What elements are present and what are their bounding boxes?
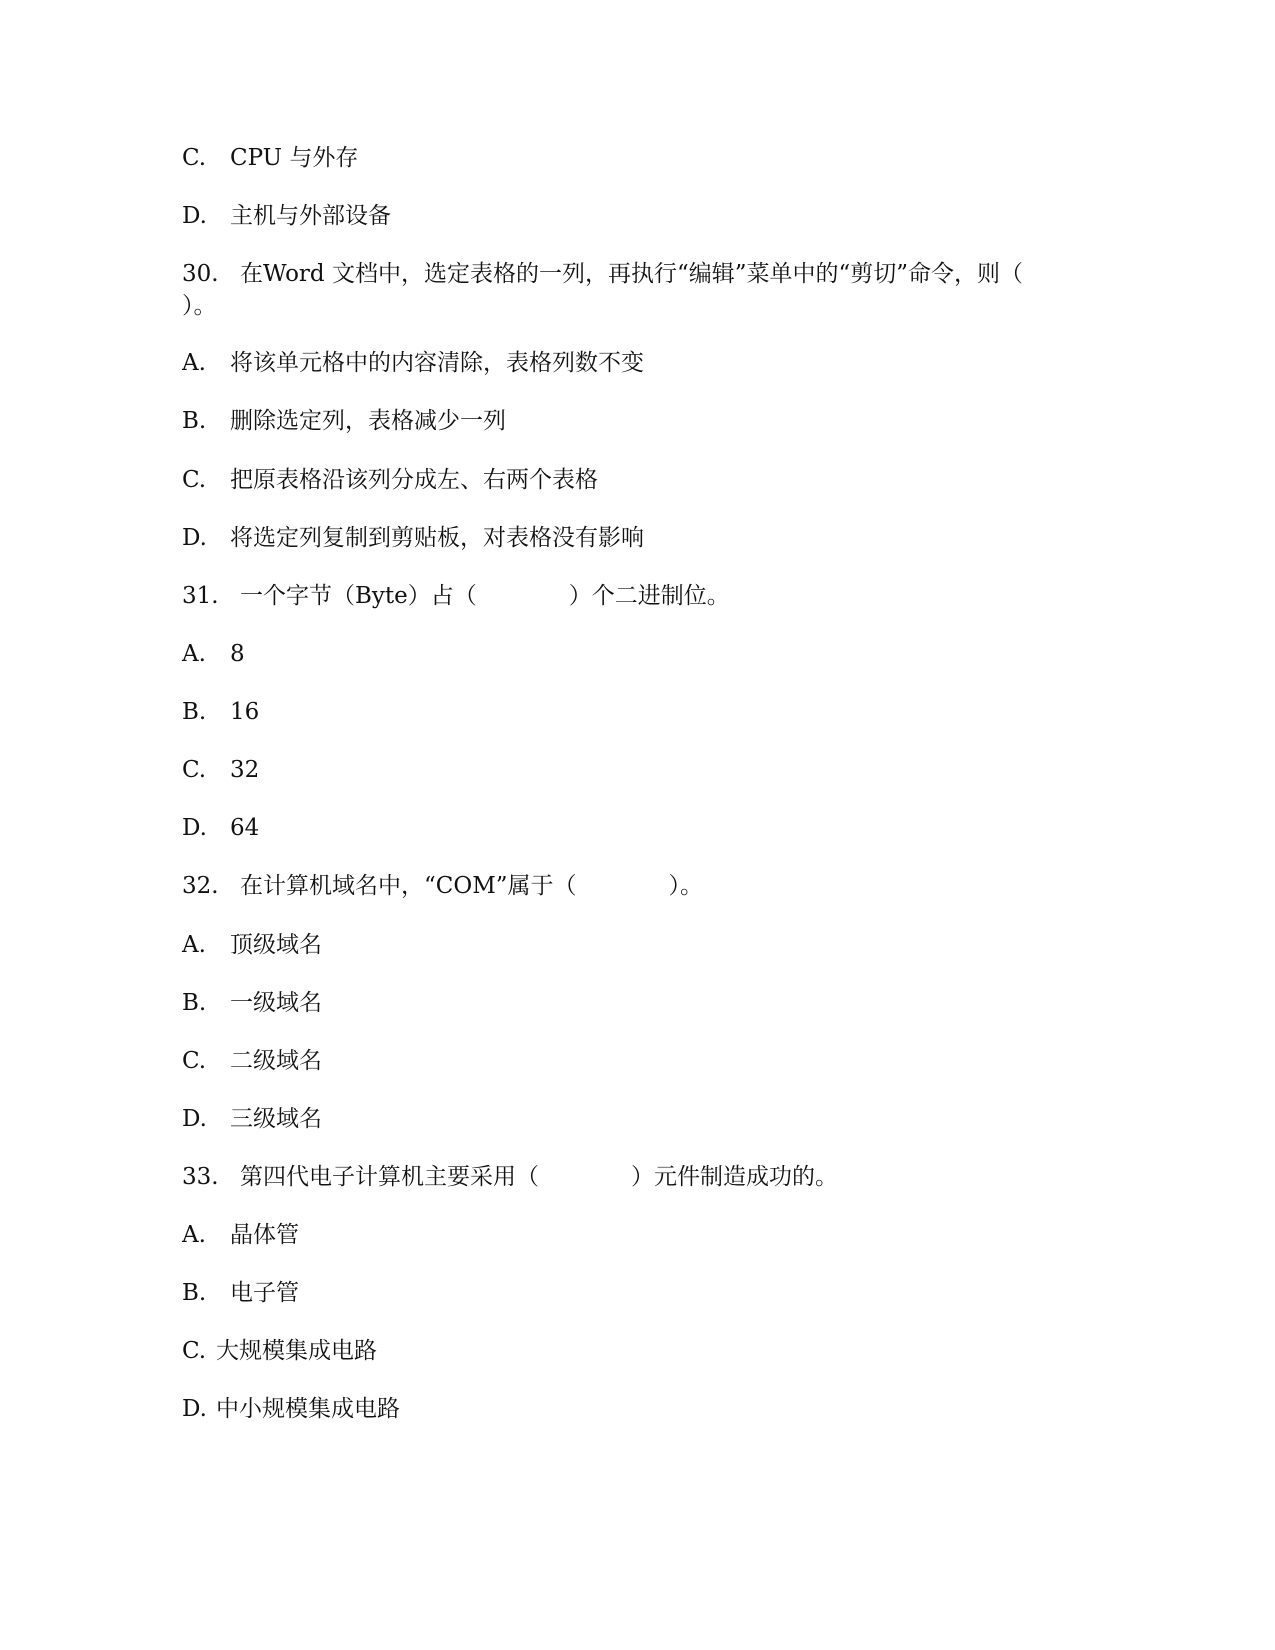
question-30 xyxy=(182,258,1062,322)
option-text: 8 xyxy=(230,641,245,667)
question-text: 在计算机域名中，“COM”属于（ ）。 xyxy=(240,873,704,899)
option-line xyxy=(182,347,644,379)
option-line xyxy=(182,1045,322,1077)
option-line xyxy=(182,200,391,232)
option-text: 将选定列复制到剪贴板，对表格没有影响 xyxy=(230,525,644,551)
question-number: 31. xyxy=(182,583,219,609)
option-letter: B. xyxy=(182,699,207,725)
option-letter: C. xyxy=(182,467,207,493)
option-letter: C. xyxy=(182,1048,207,1074)
option-letter: C. xyxy=(182,145,207,171)
option-text: 把原表格沿该列分成左、右两个表格 xyxy=(230,467,598,493)
option-line xyxy=(182,696,259,728)
question-text: 一个字节（Byte）占（ ）个二进制位。 xyxy=(240,583,730,609)
option-line xyxy=(182,1335,377,1367)
option-line xyxy=(182,1393,400,1425)
option-letter: A. xyxy=(182,1222,206,1248)
option-line xyxy=(182,638,245,670)
option-letter: B. xyxy=(182,1280,207,1306)
option-line xyxy=(182,812,259,844)
option-line xyxy=(182,987,322,1019)
option-letter: D. xyxy=(182,1106,207,1132)
option-letter: B. xyxy=(182,990,207,1016)
option-text: 32 xyxy=(230,757,260,783)
option-text: 16 xyxy=(230,699,260,725)
question-32 xyxy=(182,870,703,902)
option-letter: A. xyxy=(182,350,206,376)
option-line xyxy=(182,405,506,437)
option-text: 主机与外部设备 xyxy=(230,203,391,229)
question-text: 在Word 文档中，选定表格的一列，再执行“编辑”菜单中的“剪切”命令，则（ ）。 xyxy=(182,261,1023,319)
option-text: 电子管 xyxy=(230,1280,299,1306)
option-text: 一级域名 xyxy=(230,990,322,1016)
option-letter: C. xyxy=(182,757,207,783)
option-text: 将该单元格中的内容清除，表格列数不变 xyxy=(230,350,644,376)
option-text: 晶体管 xyxy=(230,1222,299,1248)
option-text: 二级域名 xyxy=(230,1048,322,1074)
question-number: 33. xyxy=(182,1164,219,1190)
option-line xyxy=(182,1103,322,1135)
option-letter: C. xyxy=(182,1338,207,1364)
option-letter: D. xyxy=(182,1396,207,1422)
question-31 xyxy=(182,580,730,612)
option-line xyxy=(182,1277,299,1309)
option-line xyxy=(182,929,322,961)
option-text: CPU 与外存 xyxy=(230,145,359,171)
option-text: 中小规模集成电路 xyxy=(216,1396,400,1422)
question-number: 30. xyxy=(182,261,219,287)
option-letter: D. xyxy=(182,525,207,551)
option-text: 64 xyxy=(230,815,260,841)
option-text: 三级域名 xyxy=(230,1106,322,1132)
option-letter: A. xyxy=(182,932,206,958)
question-33 xyxy=(182,1161,838,1193)
option-line xyxy=(182,1219,299,1251)
option-letter: D. xyxy=(182,815,207,841)
question-number: 32. xyxy=(182,873,219,899)
option-text: 删除选定列，表格减少一列 xyxy=(230,408,506,434)
option-text: 大规模集成电路 xyxy=(216,1338,377,1364)
option-line xyxy=(182,754,259,786)
option-text: 顶级域名 xyxy=(230,932,322,958)
option-letter: D. xyxy=(182,203,207,229)
option-line xyxy=(182,464,598,496)
option-line xyxy=(182,522,644,554)
option-letter: A. xyxy=(182,641,206,667)
option-letter: B. xyxy=(182,408,207,434)
option-line xyxy=(182,142,358,174)
question-text: 第四代电子计算机主要采用（ ）元件制造成功的。 xyxy=(240,1164,838,1190)
